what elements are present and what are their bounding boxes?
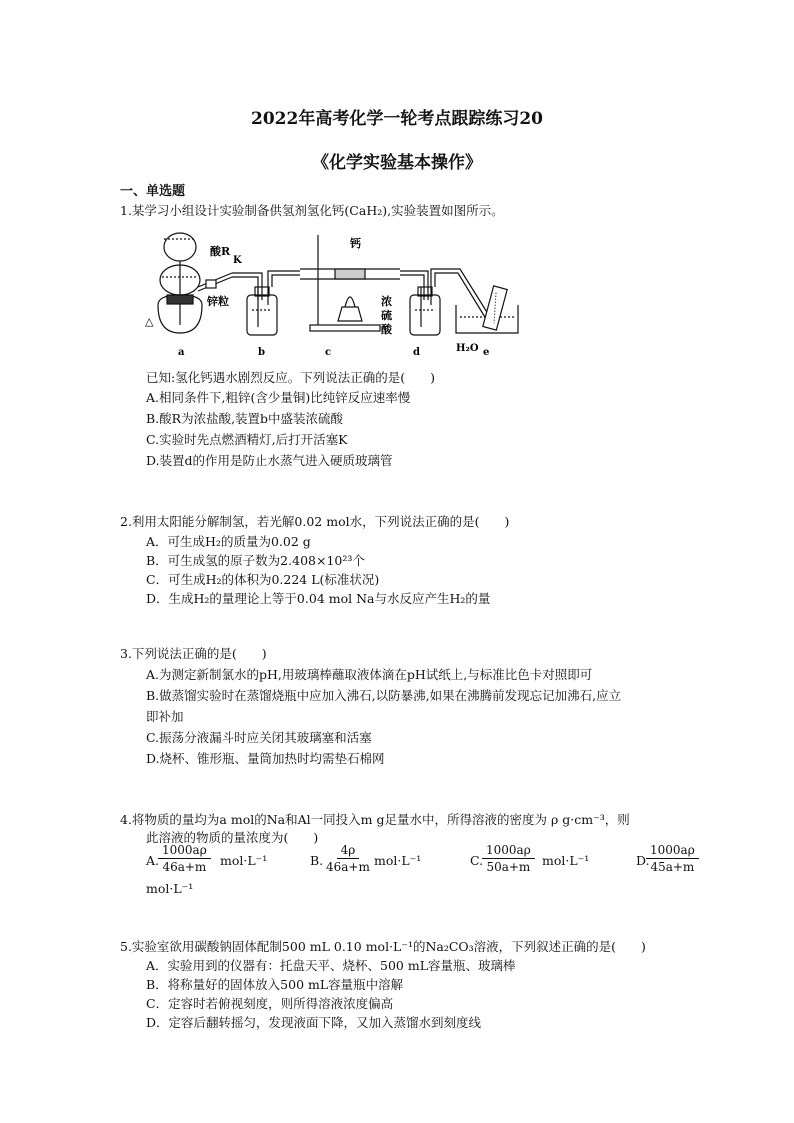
water-label: H₂O (456, 343, 479, 354)
q3-option-d: D.烧杯、锥形瓶、量筒加热时均需垫石棉网 (146, 751, 385, 766)
q5-option-b: B．将称量好的固体放入500 mL容量瓶中溶解 (146, 977, 404, 992)
q4-option-b-fraction (322, 843, 374, 874)
q4-option-a-den: 46a+m (162, 860, 207, 874)
q3-option-b: B.做蒸馏实验时在蒸馏烧瓶中应加入沸石,以防暴沸,如果在沸腾前发现忘记加沸石,应立 (146, 688, 622, 703)
q1-label-a-extra: △ (145, 315, 154, 328)
label-b: b (258, 347, 265, 358)
q4-option-c-fraction (482, 843, 535, 874)
q4-stem-line2: 此溶液的物质的量浓度为( ) (146, 830, 319, 845)
section-heading: 一、单选题 (120, 184, 186, 199)
q1-option-d: D.装置d的作用是防止水蒸气进入硬质玻璃管 (146, 453, 393, 468)
q2-option-b: B．可生成氢的原子数为2.408×10²³个 (146, 553, 365, 568)
q4-option-a-num: 1000aρ (158, 843, 211, 859)
q4-stem-line1: 4.将物质的量均为a mol的Na和Al一同投入m g足量水中，所得溶液的密度为 ρ g·cm⁻³，则 (120, 812, 630, 827)
q4-option-b-den: 46a+m (326, 860, 370, 874)
valve-k-label: K (233, 255, 242, 266)
sulfuric-label-1: 浓 (381, 295, 392, 308)
sulfuric-label-3: 酸 (381, 323, 392, 336)
label-d: d (413, 347, 420, 358)
q4-option-b-unit: mol·L⁻¹ (374, 853, 422, 868)
q4-option-c-unit: mol·L⁻¹ (542, 853, 590, 868)
q3-stem: 3.下列说法正确的是( ) (120, 646, 267, 661)
q3-option-b-cont: 即补加 (146, 709, 184, 724)
q1-option-b: B.酸R为浓盐酸,装置b中盛装浓硫酸 (146, 411, 344, 426)
q4-option-a-unit: mol·L⁻¹ (220, 853, 268, 868)
q4-option-d-fraction (646, 843, 699, 874)
q4-option-d-letter: D. (636, 853, 650, 868)
label-c: c (325, 347, 332, 358)
calcium-label: 钙 (350, 237, 361, 250)
q5-option-c: C．定容时若俯视刻度，则所得溶液浓度偏高 (146, 996, 394, 1011)
q1-option-a: A.相同条件下,粗锌(含少量铜)比纯锌反应速率慢 (146, 390, 411, 405)
q4-option-a-fraction (158, 843, 211, 874)
q4-option-c-den: 50a+m (486, 860, 531, 874)
q4-option-c-letter: C. (470, 853, 484, 868)
q5-option-a: A．实验用到的仪器有：托盘天平、烧杯、500 mL容量瓶、玻璃棒 (146, 958, 516, 973)
q4-option-d-den: 45a+m (650, 860, 695, 874)
q2-option-d: D．生成H₂的量理论上等于0.04 mol Na与水反应产生H₂的量 (146, 591, 491, 606)
q3-option-c: C.振荡分液漏斗时应关闭其玻璃塞和活塞 (146, 730, 372, 745)
q4-option-b-letter: B. (310, 853, 324, 868)
page-subtitle: 《化学实验基本操作》 (312, 153, 482, 173)
q2-option-a: A．可生成H₂的质量为0.02 g (146, 534, 311, 549)
label-e: e (483, 347, 490, 358)
sulfuric-label-2: 硫 (381, 309, 392, 322)
q1-apparatus-figure (140, 225, 530, 360)
q4-option-c-num: 1000aρ (482, 843, 535, 859)
page-title: 2022年高考化学一轮考点跟踪练习20 (251, 109, 543, 129)
q5-stem: 5.实验室欲用碳酸钠固体配制500 mL 0.10 mol·L⁻¹的Na₂CO₃溶液，下列叙述正确的是( ) (120, 939, 646, 954)
zinc-label: 锌粒 (207, 295, 229, 308)
q4-option-b-num: 4ρ (337, 843, 360, 859)
q2-stem: 2.利用太阳能分解制氢，若光解0.02 mol水，下列说法正确的是( ) (120, 514, 510, 529)
water-trough-e (456, 286, 518, 333)
q4-option-d-unit: mol·L⁻¹ (146, 881, 194, 896)
q1-known: 已知:氢化钙遇水剧烈反应。下列说法正确的是( ) (146, 370, 435, 385)
q4-option-d-num: 1000aρ (646, 843, 699, 859)
acid-r-label: 酸R (210, 245, 231, 258)
q2-option-c: C．可生成H₂的体积为0.224 L(标准状况) (146, 572, 380, 587)
q1-option-c: C.实验时先点燃酒精灯,后打开活塞K (146, 432, 348, 447)
label-a: a (178, 347, 185, 358)
q1-stem: 1.某学习小组设计实验制备供氢剂氢化钙(CaH₂),实验装置如图所示。 (120, 203, 504, 218)
wash-bottle-d (410, 287, 440, 335)
q4-option-a-letter: A. (146, 853, 160, 868)
q3-option-a: A.为测定新制氯水的pH,用玻璃棒蘸取液体滴在pH试纸上,与标准比色卡对照即可 (146, 667, 593, 682)
q5-option-d: D．定容后翻转摇匀，发现液面下降，又加入蒸馏水到刻度线 (146, 1015, 482, 1030)
